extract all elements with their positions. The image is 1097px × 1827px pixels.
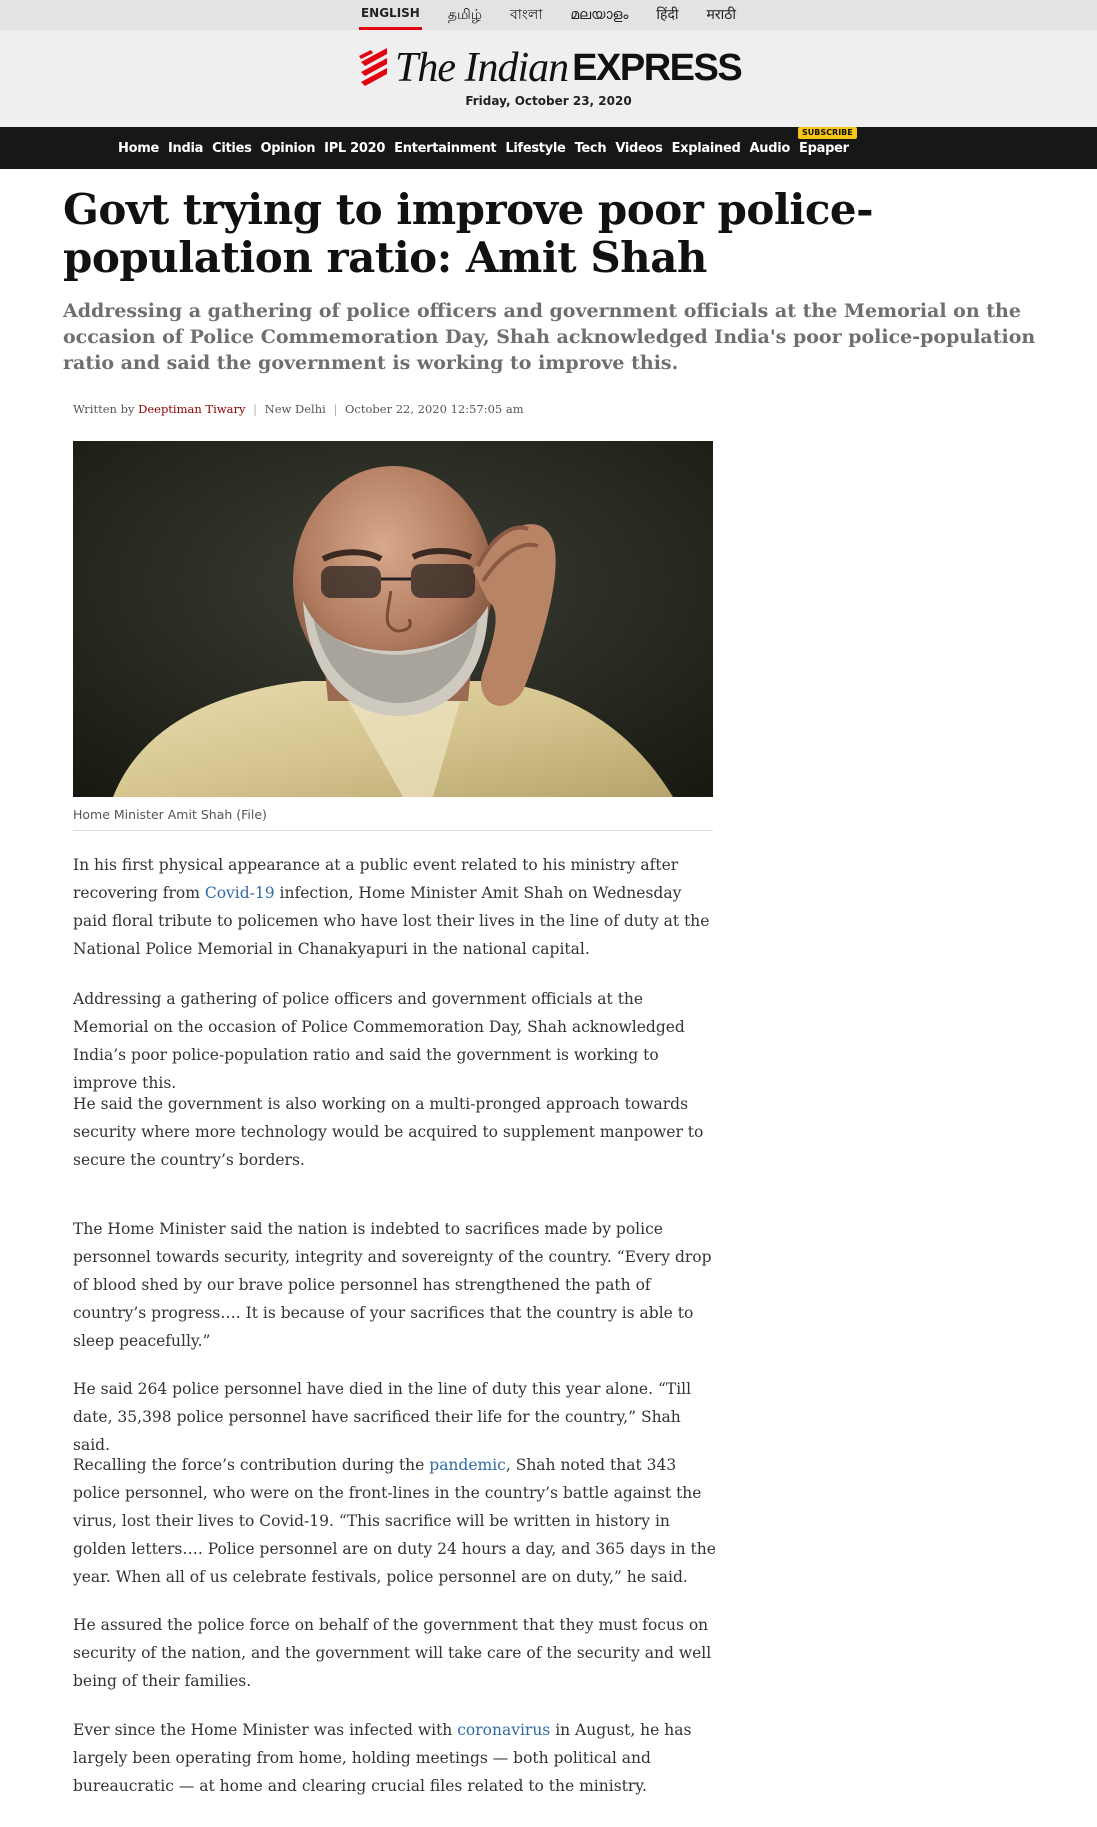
language-bangla-link[interactable]: বাংলা — [510, 7, 543, 23]
coronavirus-link[interactable]: coronavirus — [457, 1721, 551, 1739]
site-logo[interactable] — [357, 44, 757, 92]
article-lead-photo — [73, 441, 713, 797]
paragraph-text: , Shah noted that 343 police personnel, who were on the front-lines in the country’s battle against the virus, lost their lives to Covid-19. “This sacrifice will be written in history in golden letters…. Police personnel are on duty 24 hours a day, and 365 days in the year. When all of us celebrate festivals, police personnel are on duty,” he said. — [73, 1456, 716, 1586]
byline-datetime: October 22, 2020 12:57:05 am — [345, 402, 524, 416]
language-english-link[interactable]: ENGLISH — [359, 0, 422, 30]
article-paragraph-1 — [73, 851, 718, 963]
nav-item-home[interactable]: Home — [118, 140, 159, 156]
brand-flame-icon — [357, 46, 391, 90]
nav-item-videos[interactable]: Videos — [615, 140, 663, 156]
covid-19-link[interactable]: Covid-19 — [204, 884, 275, 902]
main-nav-list — [118, 127, 853, 169]
nav-item-cities[interactable]: Cities — [212, 140, 252, 156]
main-nav — [0, 127, 1097, 169]
photo-caption: Home Minister Amit Shah (File) — [73, 807, 713, 831]
article-paragraph-2: Addressing a gathering of police officers and government officials at the Memorial on the occasion of Police Commemoration Day, Shah acknowledged India’s poor police-population ratio and said the government is working to improve this. — [73, 990, 685, 1092]
nav-item-tech[interactable]: Tech — [574, 140, 607, 156]
article-paragraph-4: The Home Minister said the nation is indebted to sacrifices made by police personnel towards security, integrity and sovereignty of the country. “Every drop of blood shed by our brave police personnel has strengthened the path of country’s progress…. It is because of your sacrifices that the country is able to sleep peacefully.” — [73, 1220, 712, 1350]
nav-item-lifestyle[interactable]: Lifestyle — [505, 140, 566, 156]
language-marathi-link[interactable]: मराठी — [706, 7, 737, 23]
lead-photo-illustration — [73, 441, 713, 797]
nav-item-opinion[interactable]: Opinion — [260, 140, 316, 156]
byline-written-by: Written by — [73, 402, 135, 416]
logo-text-express: EXPRESS — [572, 47, 742, 89]
paragraph-text: In his first physical appearance at a public event related to his ministry after recovering from — [73, 856, 679, 902]
nav-item-explained[interactable]: Explained — [671, 140, 741, 156]
paragraph-text: Recalling the force’s contribution during the — [73, 1456, 430, 1474]
language-tamil-link[interactable]: தமிழ் — [447, 7, 483, 23]
byline-divider: | — [253, 402, 257, 416]
nav-item-india[interactable]: India — [167, 140, 204, 156]
language-bar — [0, 0, 1097, 30]
article-headline: Govt trying to improve poor police-population ratio: Amit Shah — [63, 185, 874, 282]
article-paragraph-5: He said 264 police personnel have died in the line of duty this year alone. “Till date, 35,398 police personnel have sacrificed their life for the country,” Shah said. — [73, 1380, 692, 1454]
article-paragraph-6 — [73, 1451, 718, 1591]
nav-item-audio[interactable]: Audio — [749, 140, 791, 156]
byline-author-link[interactable]: Deeptiman Tiwary — [138, 402, 246, 416]
paragraph-text: Ever since the Home Minister was infected with — [73, 1721, 458, 1739]
paragraph-text: in August, he has largely been operating from home, holding meetings — both political and bureaucratic — at home and clearing crucial files related to the ministry. — [73, 1721, 692, 1795]
nav-item-ipl-2020[interactable]: IPL 2020 — [324, 140, 386, 156]
nav-item-epaper-label: Epaper — [799, 140, 849, 156]
paragraph-text: infection, Home Minister Amit Shah on Wednesday paid floral tribute to policemen who have lost their lives in the line of duty at the National Police Memorial in Chanakyapuri in the national capital. — [73, 884, 710, 958]
masthead — [0, 30, 1097, 127]
language-hindi-link[interactable]: हिंदी — [656, 7, 679, 23]
pandemic-link[interactable]: pandemic — [429, 1456, 506, 1474]
byline-location: New Delhi — [264, 402, 326, 416]
language-malayalam-link[interactable]: മലയാളം — [570, 7, 629, 23]
article-paragraph-3: He said the government is also working on a multi-pronged approach towards security where more technology would be acquired to supplement manpower to secure the country’s borders. — [73, 1095, 704, 1169]
subscribe-badge[interactable]: SUBSCRIBE — [798, 127, 857, 139]
nav-item-epaper[interactable] — [799, 127, 853, 156]
byline-divider: | — [333, 402, 338, 416]
article-byline — [73, 402, 524, 416]
logo-text-the-indian: The Indian — [395, 45, 569, 91]
article-paragraph-8 — [73, 1716, 718, 1800]
edition-date: Friday, October 23, 2020 — [465, 94, 632, 108]
nav-item-entertainment[interactable]: Entertainment — [394, 140, 497, 156]
article-paragraph-7: He assured the police force on behalf of the government that they must focus on security of the nation, and the government will take care of the security and well being of their families. — [73, 1616, 712, 1690]
article-standfirst: Addressing a gathering of police officers and government officials at the Memorial on the occasion of Police Commemoration Day, Shah acknowledged India's poor police-population ratio and said the government is working to improve this. — [63, 300, 1036, 374]
language-list — [0, 0, 1097, 30]
